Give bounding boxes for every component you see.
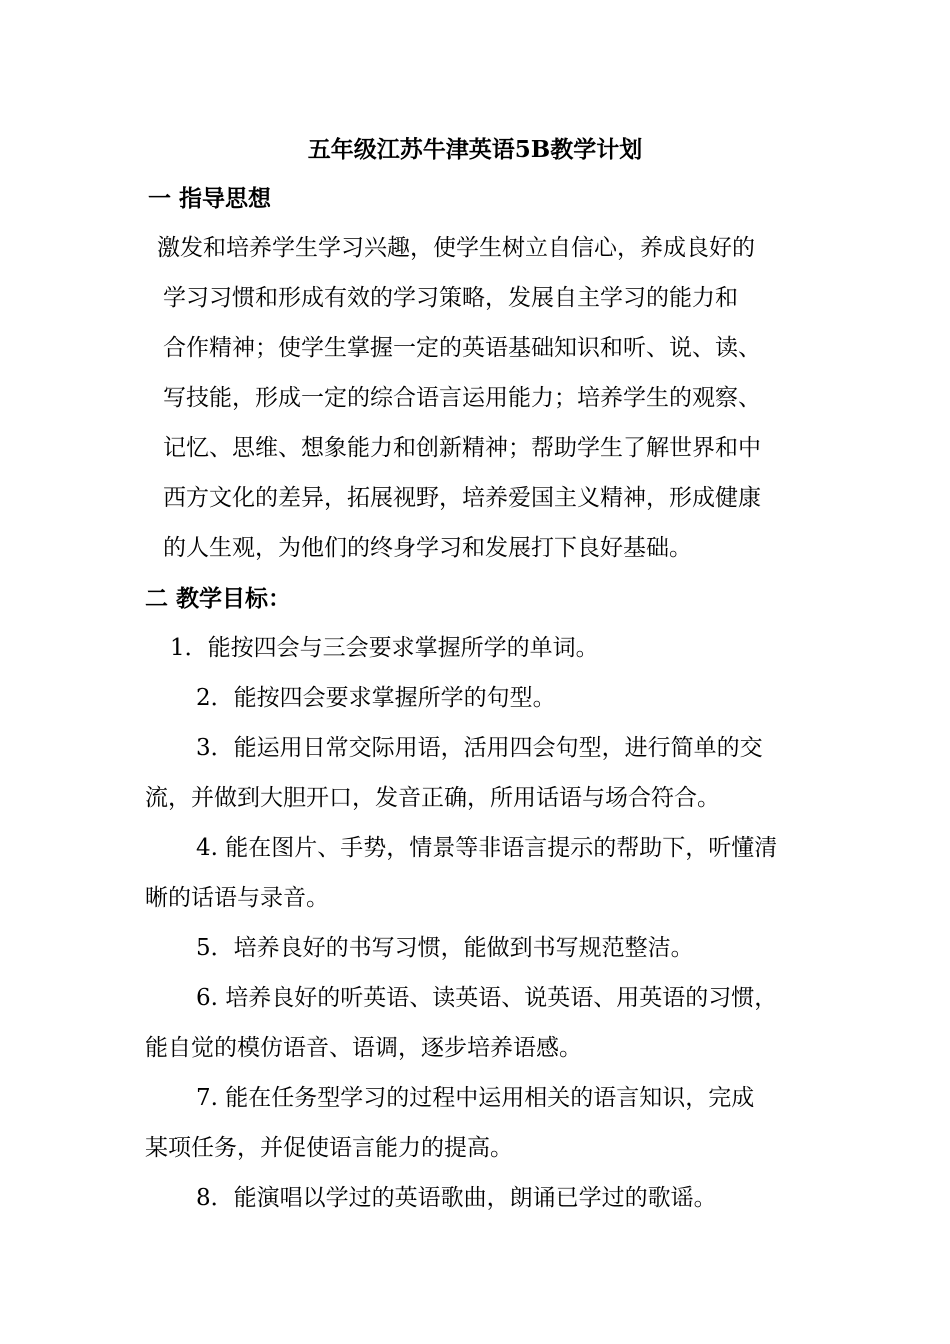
goal-item: 7. 能在任务型学习的过程中运用相关的语言知识，完成 <box>196 1085 755 1111</box>
goal-item-continuation: 能自觉的模仿语音、语调，逐步培养语感。 <box>145 1035 582 1061</box>
paragraph-line: 记忆、思维、想象能力和创新精神；帮助学生了解世界和中 <box>163 435 761 461</box>
goal-item: 2．能按四会要求掌握所学的句型。 <box>196 685 556 711</box>
document-title: 五年级江苏牛津英语5B教学计划 <box>307 136 643 163</box>
paragraph-line: 西方文化的差异，拓展视野，培养爱国主义精神，形成健康 <box>163 485 761 511</box>
goal-item: 5．培养良好的书写习惯，能做到书写规范整洁。 <box>196 935 694 961</box>
paragraph-line: 写技能，形成一定的综合语言运用能力；培养学生的观察、 <box>163 385 761 411</box>
paragraph-line: 激发和培养学生学习兴趣，使学生树立自信心，养成良好的 <box>157 235 755 261</box>
paragraph-line: 的人生观，为他们的终身学习和发展打下良好基础。 <box>163 535 692 561</box>
goal-item: 4. 能在图片、手势，情景等非语言提示的帮助下，听懂清 <box>196 835 778 861</box>
goal-item: 3．能运用日常交际用语，活用四会句型，进行简单的交 <box>196 735 763 761</box>
paragraph-line: 合作精神；使学生掌握一定的英语基础知识和听、说、读、 <box>163 335 761 361</box>
goal-item: 8．能演唱以学过的英语歌曲，朗诵已学过的歌谣。 <box>196 1185 717 1211</box>
goal-item-continuation: 某项任务，并促使语言能力的提高。 <box>145 1135 513 1161</box>
section-heading-teaching-goals: 二 教学目标： <box>145 585 292 612</box>
goal-item: 6. 培养良好的听英语、读英语、说英语、用英语的习惯， <box>196 985 778 1011</box>
section-heading-guiding-ideology: 一 指导思想 <box>148 185 272 212</box>
goal-item-continuation: 流，并做到大胆开口，发音正确，所用话语与场合符合。 <box>145 785 720 811</box>
paragraph-line: 学习习惯和形成有效的学习策略，发展自主学习的能力和 <box>163 285 738 311</box>
goal-item: 1．能按四会与三会要求掌握所学的单词。 <box>170 635 599 661</box>
goal-item-continuation: 晰的话语与录音。 <box>145 885 329 911</box>
